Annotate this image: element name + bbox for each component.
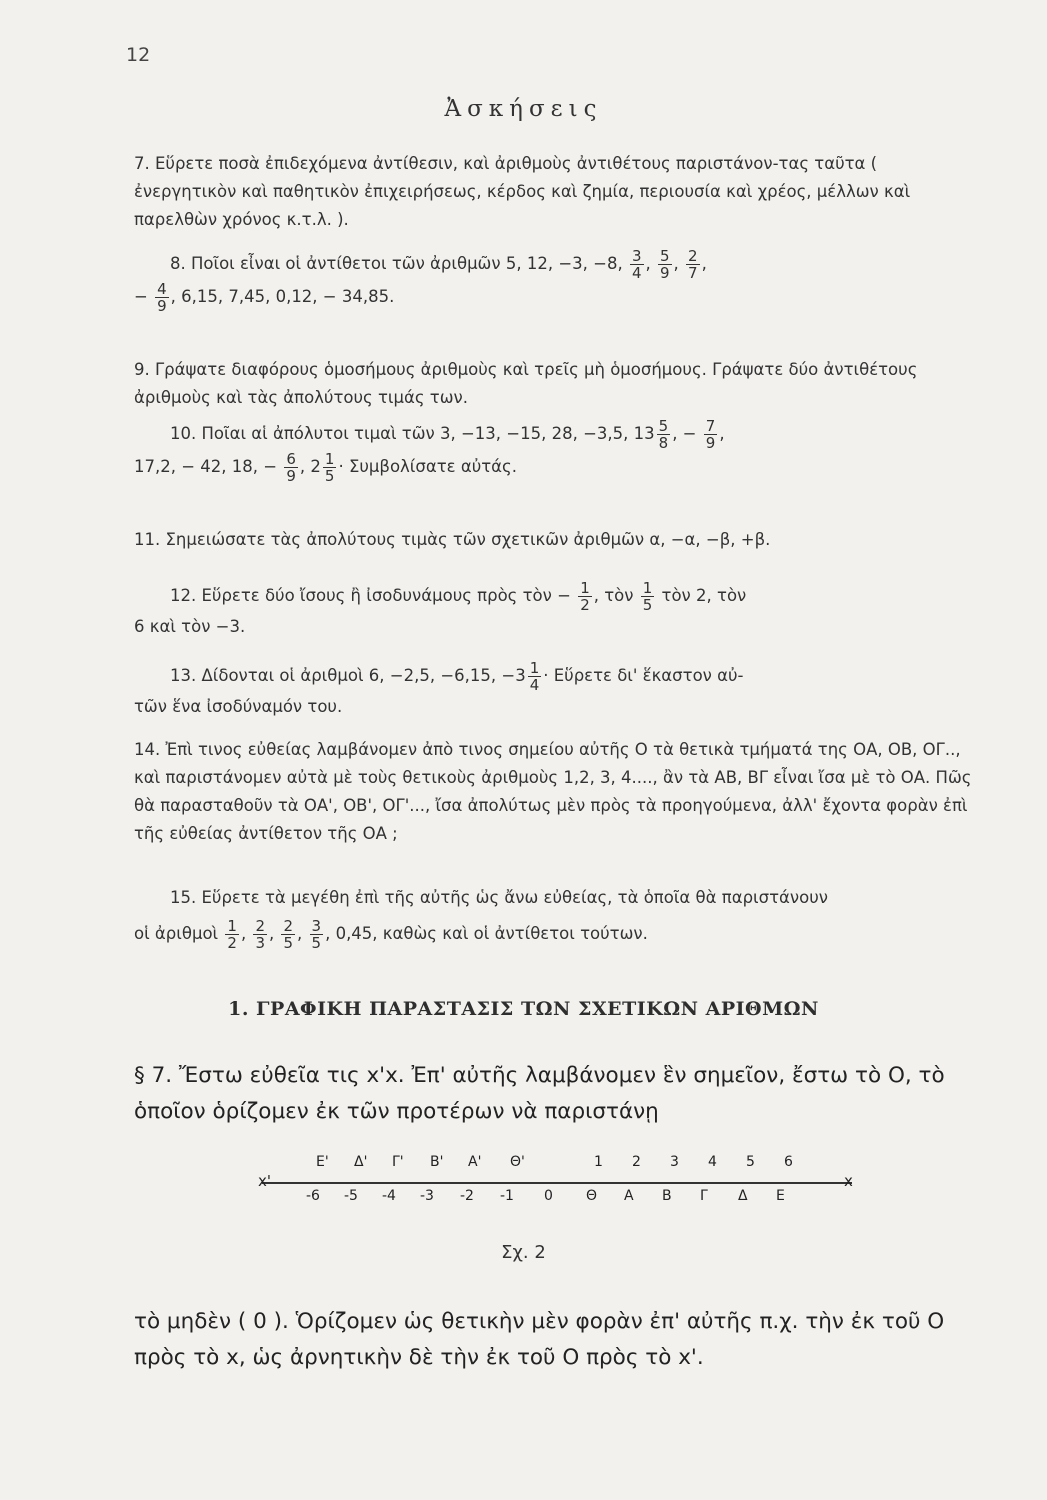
bottom-label: -6 [306, 1188, 320, 1204]
fraction-denominator: 2 [580, 596, 590, 614]
axis-end-left: x' [258, 1172, 272, 1190]
top-label: 1 [594, 1154, 603, 1170]
top-label: Α' [468, 1154, 482, 1170]
exercise-9: 9. Γράψατε διαφόρους ὁμοσήμους ἀριθμοὺς καὶ τρεῖς μὴ ὁμοσήμους. Γράψατε δύο ἀντιθέτους ἀριθμοὺς καὶ τὰς ἀπολύτους τιμάς των. [134, 360, 918, 407]
exercise-8-line-1: 8. Ποῖοι εἶναι οἱ ἀντίθετοι τῶν ἀριθμῶν 5, 12, −3, −8, $\frac{3}{4}$ , $\frac{5}{9}$ , $\frac{2}{7}$ , [170, 247, 707, 282]
exercise-13 [134, 660, 984, 721]
figure-caption: Σχ. 2 [501, 1242, 546, 1263]
fraction-denominator: 9 [157, 297, 167, 315]
fraction-denominator: 8 [658, 434, 669, 452]
fraction [657, 418, 671, 451]
bottom-label: -1 [500, 1188, 514, 1204]
exercise-12-line-2: 6 καὶ τὸν −3. [134, 617, 246, 636]
fraction-numerator: 5 [660, 247, 670, 265]
fraction-numerator: 2 [688, 247, 698, 265]
fraction [578, 580, 592, 613]
exercise-10-line-2 [134, 451, 984, 484]
fraction-denominator: 5 [324, 467, 335, 485]
top-label: 5 [746, 1154, 755, 1170]
top-label: Δ' [354, 1154, 368, 1170]
exercise-12-mid: , τὸν [593, 586, 634, 605]
exercise-15-line-1: 15. Εὕρετε τὰ μεγέθη ἐπὶ τῆς αὐτῆς ὡς ἄνω εὐθείας, τὰ ὁποῖα θὰ παριστάνουν [170, 888, 828, 907]
top-label: Β' [430, 1154, 444, 1170]
fraction [630, 248, 644, 281]
top-label: Ε' [316, 1154, 329, 1170]
exercise-15-line-2: οἱ ἀριθμοὶ $\frac{1}{2}$ , $\frac{2}{3}$ , $\frac{2}{5}$ , $\frac{3}{5}$ , 0,45, καθὼς καὶ οἱ ἀντίθετοι τούτων. [134, 917, 648, 952]
exercise-10-line-2-end: · Συμβολίσατε αὐτάς. [338, 457, 517, 476]
exercise-13-line-1 [134, 660, 984, 693]
exercise-8-text: 8. Ποῖοι εἶναι οἱ ἀντίθετοι τῶν ἀριθμῶν 5, 12, −3, −8, [170, 254, 623, 273]
fraction [281, 918, 295, 951]
exercise-8-line-2 [134, 281, 984, 314]
fraction-numerator: 3 [311, 917, 322, 935]
fraction [528, 660, 542, 693]
fraction [253, 918, 267, 951]
top-label: Θ' [510, 1154, 525, 1170]
fraction-denominator: 4 [529, 676, 540, 694]
fraction-denominator: 5 [642, 596, 653, 614]
number-line-figure [0, 1140, 1047, 1240]
bottom-label: 0 [544, 1188, 553, 1204]
fraction [641, 580, 655, 613]
fraction [686, 248, 700, 281]
fraction-numerator: 3 [631, 247, 642, 265]
number-line [262, 1182, 852, 1184]
bottom-label: -2 [460, 1188, 474, 1204]
fraction-numerator: 1 [324, 450, 335, 468]
fraction-denominator: 5 [311, 934, 322, 952]
exercises-heading: Ἀσκήσεις [444, 96, 603, 122]
closing-paragraph: τὸ μηδὲν ( 0 ). Ὁρίζομεν ὡς θετικὴν μὲν φορὰν ἐπ' αὐτῆς π.χ. τὴν ἐκ τοῦ Ο πρὸς τὸ x, ὡς ἀρνητικὴν δὲ τὴν ἐκ τοῦ Ο πρὸς τὸ x'. [134, 1309, 945, 1370]
bottom-label: Γ [700, 1188, 708, 1204]
exercise-13-end: · Εὕρετε δι' ἕκαστον αὐ- [543, 666, 744, 685]
fraction-denominator: 5 [283, 934, 294, 952]
fraction-numerator: 1 [227, 917, 237, 935]
bottom-label: -3 [420, 1188, 434, 1204]
fraction-numerator: 1 [529, 659, 540, 677]
exercise-8 [134, 248, 984, 314]
exercise-10-mid: , − [672, 424, 697, 443]
exercise-8-rest: , 6,15, 7,45, 0,12, − 34,85. [170, 287, 395, 306]
fraction-denominator: 3 [255, 934, 265, 952]
fraction-numerator: 5 [658, 417, 669, 435]
fraction [284, 451, 298, 484]
fraction [704, 418, 718, 451]
fraction-denominator: 9 [705, 434, 716, 452]
exercise-15 [134, 884, 984, 951]
bottom-label: Β [662, 1188, 672, 1204]
bottom-label: -5 [344, 1188, 358, 1204]
exercise-15-pre: οἱ ἀριθμοὶ [134, 924, 219, 943]
exercise-12-end: τὸν 2, τὸν [661, 586, 747, 605]
exercise-8-minus: − [134, 287, 148, 306]
fraction-numerator: 4 [157, 280, 167, 298]
exercise-7: 7. Εὕρετε ποσὰ ἐπιδεχόμενα ἀντίθεσιν, καὶ ἀριθμοὺς ἀντιθέτους παριστάνον-τας ταῦτα ( ἐνεργητικὸν καὶ παθητικὸν ἐπιχειρήσεως, κέρδος καὶ ζημία, περιουσία καὶ χρέος, μέλλων καὶ παρελθὼν χρόνος κ.τ.λ. ). [134, 154, 911, 229]
fraction-denominator: 9 [286, 467, 296, 485]
axis-end-right: x [844, 1172, 853, 1190]
section-7-paragraph: § 7. Ἔστω εὐθεῖα τις x'x. Ἐπ' αὐτῆς λαμβάνομεν ἓν σημεῖον, ἔστω τὸ Ο, τὸ ὁποῖον ὁρίζομεν ἐκ τῶν προτέρων νὰ παριστάνῃ [134, 1063, 945, 1124]
exercise-10-line-2-mid: , 2 [299, 457, 321, 476]
bottom-label: Δ [738, 1188, 748, 1204]
fraction-numerator: 7 [705, 417, 716, 435]
top-label: 6 [784, 1154, 793, 1170]
exercise-12 [134, 580, 984, 641]
fraction-numerator: 2 [283, 917, 294, 935]
top-label: 4 [708, 1154, 717, 1170]
exercise-13-pre: 13. Δίδονται οἱ ἀριθμοὶ 6, −2,5, −6,15, −3 [170, 666, 526, 685]
fraction-denominator: 2 [227, 934, 237, 952]
fraction-numerator: 6 [286, 450, 296, 468]
fraction [225, 918, 239, 951]
fraction [323, 451, 337, 484]
top-label: 2 [632, 1154, 641, 1170]
fraction-numerator: 2 [255, 917, 265, 935]
exercise-11: 11. Σημειώσατε τὰς ἀπολύτους τιμὰς τῶν σχετικῶν ἀριθμῶν α, −α, −β, +β. [134, 530, 771, 549]
fraction-denominator: 9 [660, 264, 670, 282]
section-title: 1. ΓΡΑΦΙΚΗ ΠΑΡΑΣΤΑΣΙΣ ΤΩΝ ΣΧΕΤΙΚΩΝ ΑΡΙΘΜΩΝ [228, 998, 819, 1020]
fraction [658, 248, 672, 281]
exercise-10-text: 10. Ποῖαι αἱ ἀπόλυτοι τιμαὶ τῶν 3, −13, −15, 28, −3,5, 13 [170, 424, 655, 443]
top-label: 3 [670, 1154, 679, 1170]
exercise-14: 14. Ἐπὶ τινος εὐθείας λαμβάνομεν ἀπὸ τινος σημείου αὐτῆς Ο τὰ θετικὰ τμήματά της ΟΑ, ΟΒ, ΟΓ.., καὶ παριστάνομεν αὐτὰ μὲ τοὺς θετικοὺς ἀριθμοὺς 1,2, 3, 4...., ἂν τὰ ΑΒ, ΒΓ εἶναι ἴσα μὲ τὸ ΟΑ. Πῶς θὰ παρασταθοῦν τὰ ΟΑ', ΟΒ', ΟΓ'..., ἴσα ἀπολύτως μὲν πρὸς τὰ προηγούμενα, ἀλλ' ἔχοντα φορὰν ἐπὶ τῆς εὐθείας ἀντίθετον τῆς ΟΑ ; [134, 740, 972, 843]
top-label: Γ' [392, 1154, 404, 1170]
bottom-label: Ε [776, 1188, 785, 1204]
exercise-10 [134, 418, 984, 484]
fraction-numerator: 1 [642, 579, 653, 597]
bottom-label: -4 [382, 1188, 396, 1204]
fraction-denominator: 4 [631, 264, 642, 282]
fraction-numerator: 1 [580, 579, 590, 597]
bottom-label: Θ [586, 1188, 598, 1204]
exercise-10-line-1: 10. Ποῖαι αἱ ἀπόλυτοι τιμαὶ τῶν 3, −13, −15, 28, −3,5, 13 $\frac{5}{8}$ , − $\frac{7}{9}$ , [170, 417, 725, 452]
exercise-12-pre: 12. Εὕρετε δύο ἴσους ἢ ἰσοδυνάμους πρὸς τὸν − [170, 586, 571, 605]
exercise-15-end: , 0,45, καθὼς καὶ οἱ ἀντίθετοι τούτων. [325, 924, 648, 943]
fraction [155, 281, 169, 314]
exercise-12-line-1 [134, 580, 984, 613]
bottom-label: Α [624, 1188, 634, 1204]
exercise-10-line-2-pre: 17,2, − 42, 18, − [134, 457, 278, 476]
exercise-13-line-2: τῶν ἕνα ἰσοδύναμόν του. [134, 697, 343, 716]
page-number: 12 [126, 44, 151, 66]
fraction [310, 918, 324, 951]
fraction-denominator: 7 [688, 264, 698, 282]
